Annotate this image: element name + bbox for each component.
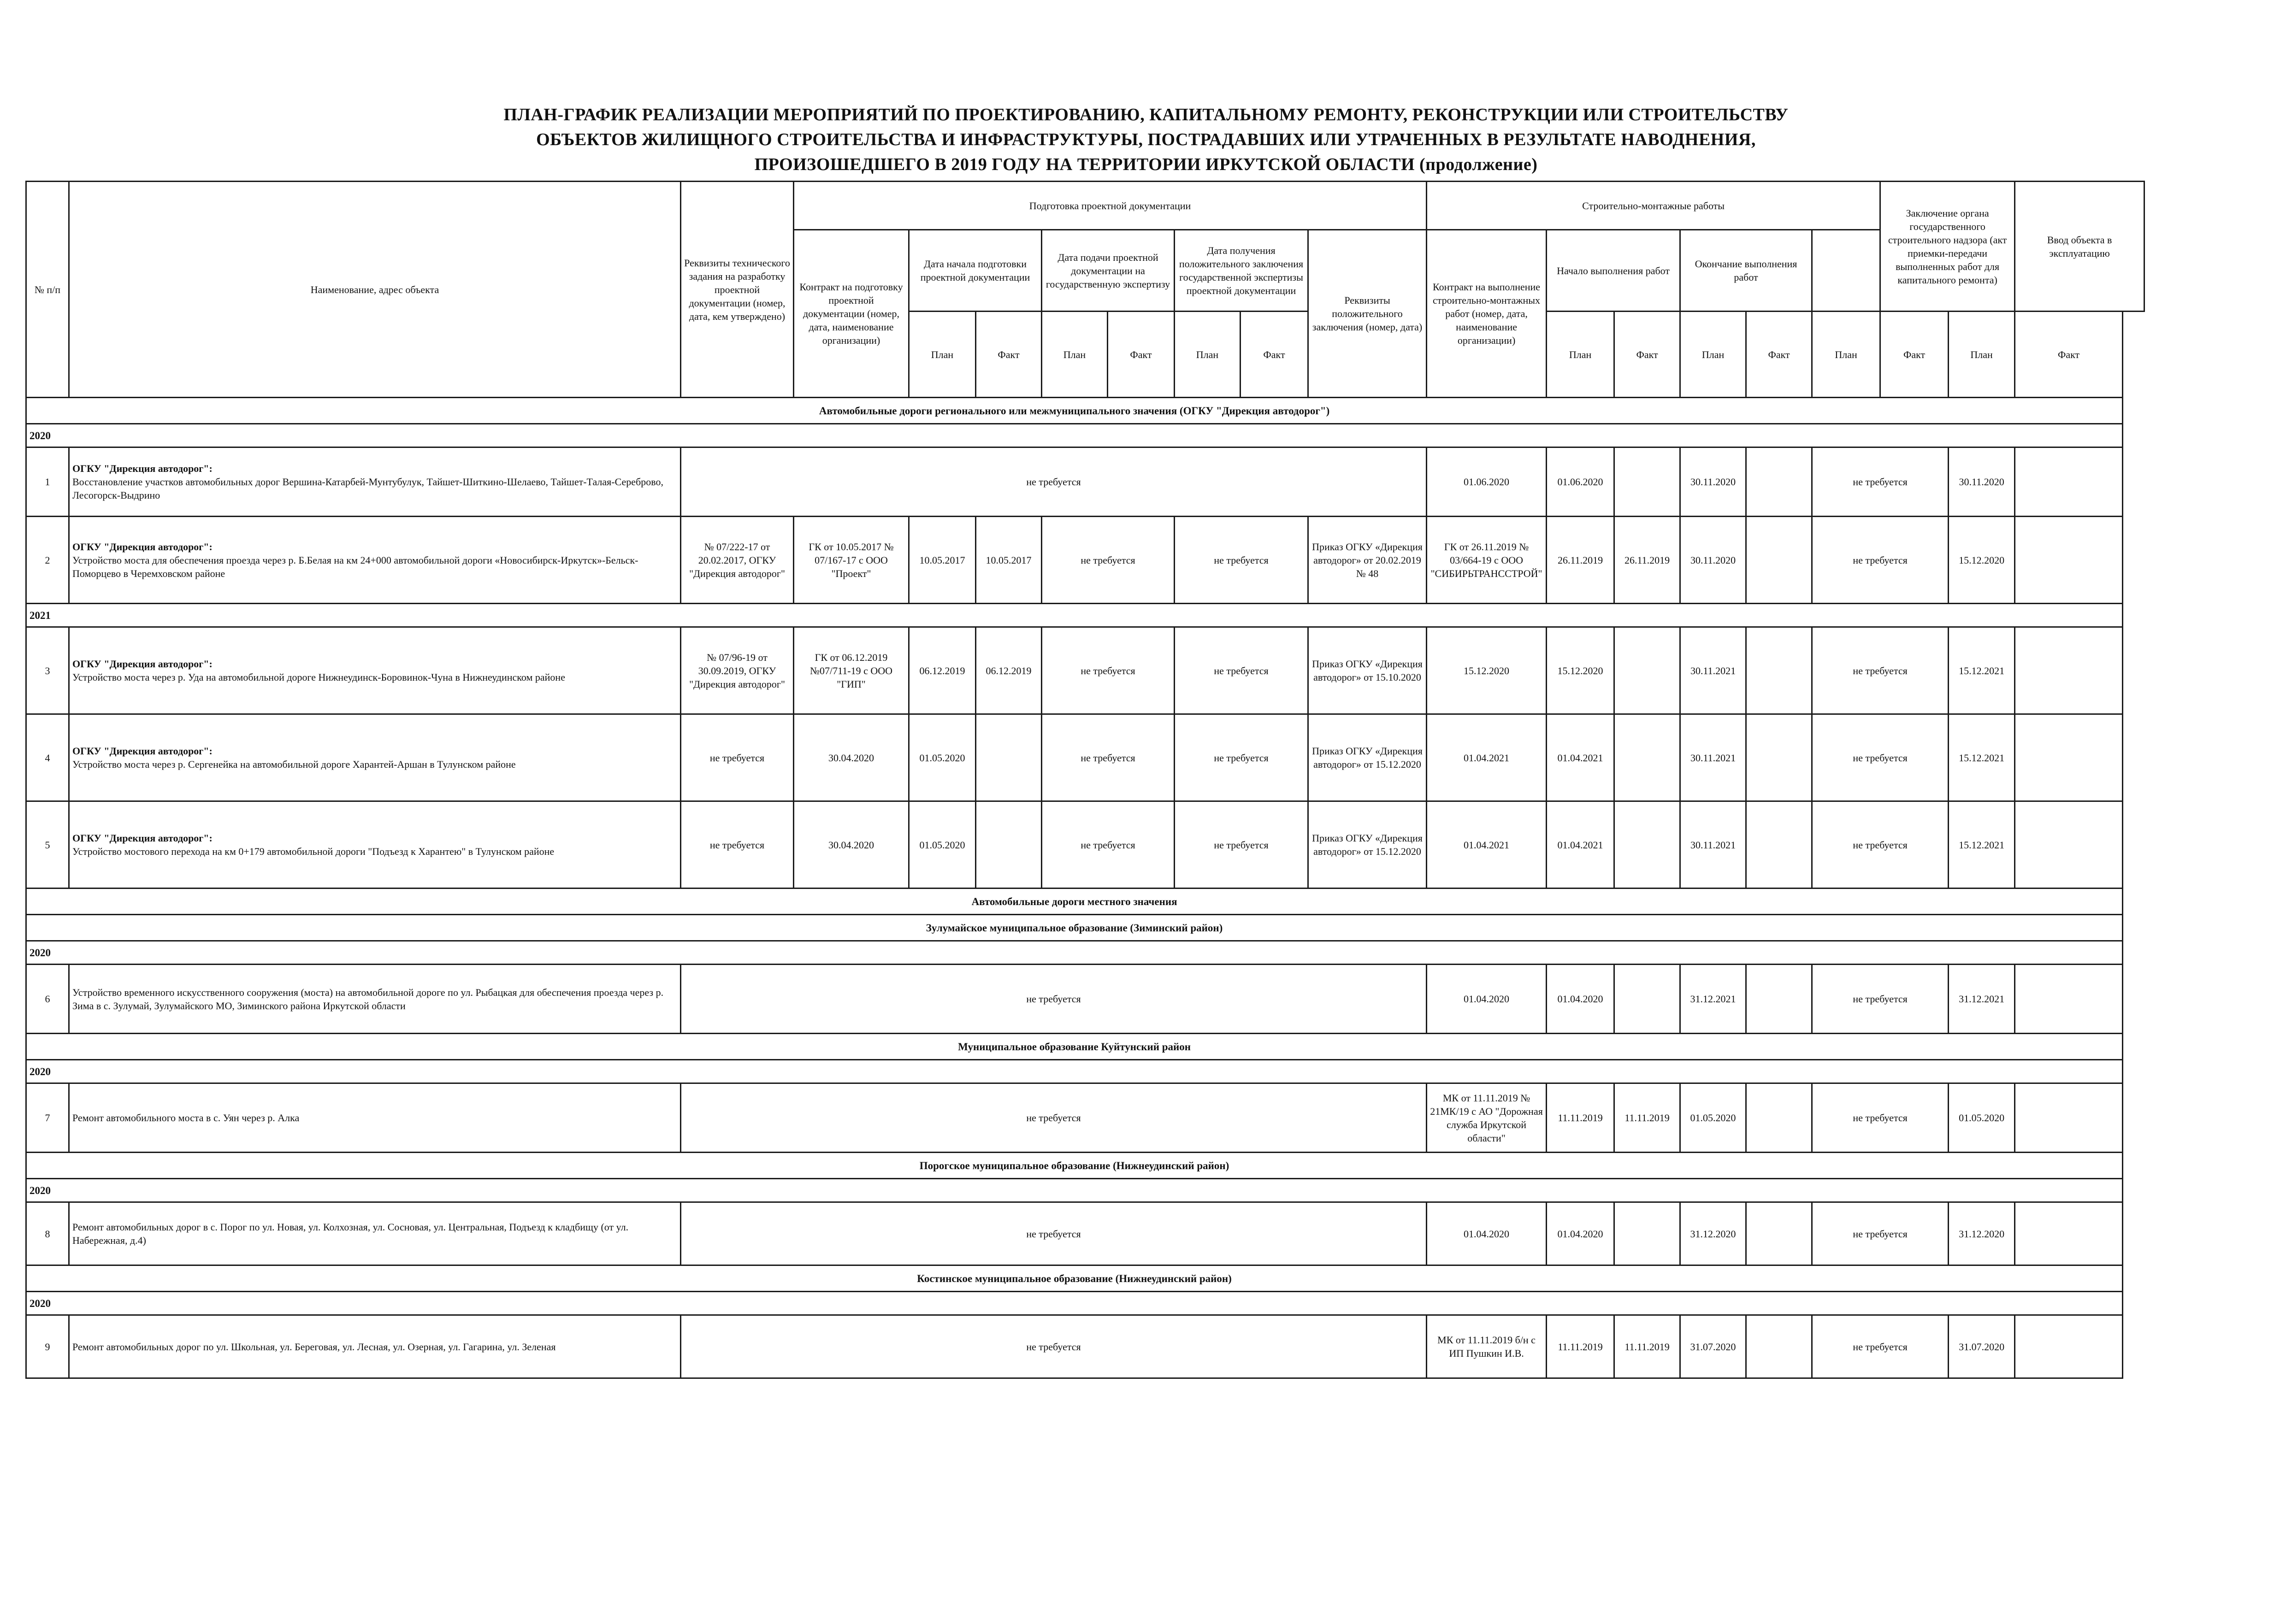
title-line-1: ПЛАН-ГРАФИК РЕАЛИЗАЦИИ МЕРОПРИЯТИЙ ПО ПРОЕКТИРОВАНИЮ, КАПИТАЛЬНОМУ РЕМОНТУ, РЕКОНСТРУКЦИИ ИЛИ СТРОИТЕЛЬСТВУ (503, 105, 1789, 124)
row-design-start-fact (976, 714, 1042, 801)
row-start-fact (1614, 1202, 1680, 1265)
row-expertise: не требуется (1175, 714, 1308, 801)
row-commission-fact (2015, 517, 2123, 604)
header-plan: План (1812, 312, 1880, 398)
row-commission-fact (2015, 1202, 2123, 1265)
row-end-plan: 30.11.2020 (1680, 517, 1746, 604)
row-name: Устройство мостового перехода на км 0+179 автомобильной дороги "Подъезд к Харантею" в Тулунском районе (72, 846, 555, 857)
header-design-submit: Дата подачи проектной документации на государственную экспертизу (1042, 230, 1175, 312)
row-end-plan: 31.12.2021 (1680, 965, 1746, 1034)
table-row (26, 801, 2144, 888)
row-commission-plan: 15.12.2021 (1949, 627, 2015, 714)
header-build-start: Начало выполнения работ (1547, 230, 1680, 312)
row-expertise: не требуется (1175, 801, 1308, 888)
row-design-start-plan: 10.05.2017 (909, 517, 976, 604)
row-object (69, 714, 681, 801)
section-zulumay: Зулумайское муниципальное образование (Зиминский район) (26, 915, 2123, 941)
year-label: 2020 (26, 1292, 2123, 1315)
section-local: Автомобильные дороги местного значения (26, 888, 2123, 915)
header-name: Наименование, адрес объекта (69, 182, 681, 398)
row-object (69, 801, 681, 888)
row-start-plan: 01.04.2020 (1547, 1202, 1614, 1265)
header-expertise-req: Реквизиты положительного заключения (номер, дата) (1308, 230, 1427, 398)
row-start-plan: 26.11.2019 (1547, 517, 1614, 604)
header-fact: Факт (976, 312, 1042, 398)
table-row (26, 1083, 2144, 1153)
row-num: 8 (26, 1202, 69, 1265)
year-label: 2020 (26, 941, 2123, 965)
header-num: № п/п (26, 182, 69, 398)
header-build-group: Строительно-монтажные работы (1427, 182, 1880, 230)
row-name: Устройство моста через р. Сергенейка на автомобильной дороге Харантей-Аршан в Тулунском районе (72, 759, 516, 770)
row-supervision: не требуется (1812, 1315, 1949, 1378)
year-label: 2020 (26, 1060, 2123, 1083)
row-design-contract: ГК от 10.05.2017 № 07/167-17 с ООО "Проект" (794, 517, 909, 604)
row-commission-fact (2015, 627, 2123, 714)
row-build-contract: 15.12.2020 (1427, 627, 1547, 714)
row-start-fact: 11.11.2019 (1614, 1083, 1680, 1153)
row-start-fact (1614, 714, 1680, 801)
row-name: Ремонт автомобильных дорог в с. Порог по ул. Новая, ул. Колхозная, ул. Сосновая, ул. Центральная, Подъезд к кладбищу (от ул. Набережная, д.4) (69, 1202, 681, 1265)
row-num: 4 (26, 714, 69, 801)
row-expertise-req: Приказ ОГКУ «Дирекция автодорог» от 15.10.2020 (1308, 627, 1427, 714)
row-end-plan: 01.05.2020 (1680, 1083, 1746, 1153)
row-num: 1 (26, 447, 69, 517)
row-design-start-plan: 06.12.2019 (909, 627, 976, 714)
row-commission-fact (2015, 965, 2123, 1034)
row-build-contract: 01.04.2021 (1427, 714, 1547, 801)
row-expertise-req: Приказ ОГКУ «Дирекция автодорог» от 15.12.2020 (1308, 801, 1427, 888)
row-commission-fact (2015, 714, 2123, 801)
row-start-fact: 26.11.2019 (1614, 517, 1680, 604)
row-design-contract: ГК от 06.12.2019 №07/711-19 с ООО "ГИП" (794, 627, 909, 714)
row-tech-task: № 07/96-19 от 30.09.2019, ОГКУ "Дирекция автодорог" (681, 627, 794, 714)
header-plan: План (909, 312, 976, 398)
title-line-3: ПРОИЗОШЕДШЕГО В 2019 ГОДУ НА ТЕРРИТОРИИ ИРКУТСКОЙ ОБЛАСТИ (продолжение) (754, 155, 1538, 174)
row-supervision: не требуется (1812, 1083, 1949, 1153)
row-design-contract: 30.04.2020 (794, 714, 909, 801)
header-expertise-date: Дата получения положительного заключения государственной экспертизы проектной документации (1175, 230, 1308, 312)
row-object (69, 517, 681, 604)
row-design-not-required: не требуется (681, 1202, 1427, 1265)
row-num: 3 (26, 627, 69, 714)
row-start-fact (1614, 447, 1680, 517)
row-end-fact (1746, 1083, 1812, 1153)
row-design-submit: не требуется (1042, 517, 1175, 604)
row-object (69, 627, 681, 714)
row-supervision: не требуется (1812, 1202, 1949, 1265)
row-build-contract: 01.04.2021 (1427, 801, 1547, 888)
row-build-contract: 01.04.2020 (1427, 1202, 1547, 1265)
row-end-plan: 30.11.2021 (1680, 714, 1746, 801)
table-row (26, 965, 2144, 1034)
row-end-fact (1746, 801, 1812, 888)
row-expertise: не требуется (1175, 517, 1308, 604)
row-design-not-required: не требуется (681, 1083, 1427, 1153)
table-row (26, 1202, 2144, 1265)
table-row (26, 627, 2144, 714)
row-commission-plan: 15.12.2021 (1949, 801, 2015, 888)
row-commission-plan: 31.07.2020 (1949, 1315, 2015, 1378)
row-supervision: не требуется (1812, 447, 1949, 517)
row-num: 7 (26, 1083, 69, 1153)
row-end-fact (1746, 1315, 1812, 1378)
header-design-contract: Контракт на подготовку проектной документации (номер, дата, наименование организации) (794, 230, 909, 398)
section-regional: Автомобильные дороги регионального или межмуниципального значения (ОГКУ "Дирекция автодорог") (26, 398, 2123, 424)
row-tech-task: № 07/222-17 от 20.02.2017, ОГКУ "Дирекция автодорог" (681, 517, 794, 604)
row-object (69, 447, 681, 517)
header-fact: Факт (1614, 312, 1680, 398)
row-supervision: не требуется (1812, 714, 1949, 801)
row-tech-task: не требуется (681, 801, 794, 888)
year-label: 2020 (26, 1179, 2123, 1202)
title-line-2: ОБЪЕКТОВ ЖИЛИЩНОГО СТРОИТЕЛЬСТВА И ИНФРАСТРУКТУРЫ, ПОСТРАДАВШИХ ИЛИ УТРАЧЕННЫХ В РЕЗУЛЬТАТЕ НАВОДНЕНИЯ, (536, 130, 1756, 149)
row-expertise-req: Приказ ОГКУ «Дирекция автодорог» от 15.12.2020 (1308, 714, 1427, 801)
header-fact: Факт (1880, 312, 1949, 398)
row-commission-plan: 15.12.2021 (1949, 714, 2015, 801)
row-end-fact (1746, 714, 1812, 801)
row-tech-task: не требуется (681, 714, 794, 801)
header-plan: План (1547, 312, 1614, 398)
row-end-plan: 30.11.2020 (1680, 447, 1746, 517)
row-build-contract: ГК от 26.11.2019 № 03/664-19 с ООО "СИБИРЬТРАНССТРОЙ" (1427, 517, 1547, 604)
section-kostino: Костинское муниципальное образование (Нижнеудинский район) (26, 1265, 2123, 1292)
row-commission-plan: 31.12.2021 (1949, 965, 2015, 1034)
document-title (0, 102, 2292, 177)
row-org: ОГКУ "Дирекция автодорог": (72, 832, 213, 844)
section-kuytun: Муниципальное образование Куйтунский район (26, 1034, 2123, 1060)
row-start-fact (1614, 627, 1680, 714)
header-fact: Факт (2015, 312, 2123, 398)
row-design-submit: не требуется (1042, 714, 1175, 801)
row-design-start-plan: 01.05.2020 (909, 801, 976, 888)
row-build-contract: 01.06.2020 (1427, 447, 1547, 517)
row-num: 6 (26, 965, 69, 1034)
header-plan: План (1949, 312, 2015, 398)
row-name: Устройство временного искусственного сооружения (моста) на автомобильной дороге по ул. Рыбацкая для обеспечения проезда через р. Зима в с. Зулумай, Зулумайского МО, Зиминского района Иркутской области (69, 965, 681, 1034)
row-build-contract: 01.04.2020 (1427, 965, 1547, 1034)
row-end-plan: 30.11.2021 (1680, 801, 1746, 888)
row-design-not-required: не требуется (681, 1315, 1427, 1378)
row-supervision: не требуется (1812, 965, 1949, 1034)
row-end-fact (1746, 965, 1812, 1034)
row-start-plan: 01.04.2020 (1547, 965, 1614, 1034)
row-supervision: не требуется (1812, 801, 1949, 888)
row-org: ОГКУ "Дирекция автодорог": (72, 463, 213, 474)
row-design-not-required: не требуется (681, 447, 1427, 517)
row-start-plan: 01.04.2021 (1547, 801, 1614, 888)
row-commission-fact (2015, 801, 2123, 888)
row-design-submit: не требуется (1042, 627, 1175, 714)
header-fact: Факт (1108, 312, 1175, 398)
row-start-fact: 11.11.2019 (1614, 1315, 1680, 1378)
row-design-start-fact: 06.12.2019 (976, 627, 1042, 714)
row-start-fact (1614, 965, 1680, 1034)
year-label: 2020 (26, 424, 2123, 447)
header-design-start: Дата начала подготовки проектной документации (909, 230, 1042, 312)
row-expertise: не требуется (1175, 627, 1308, 714)
row-start-plan: 15.12.2020 (1547, 627, 1614, 714)
row-end-plan: 31.12.2020 (1680, 1202, 1746, 1265)
row-name: Ремонт автомобильного моста в с. Уян через р. Алка (69, 1083, 681, 1153)
header-plan: План (1680, 312, 1746, 398)
row-design-contract: 30.04.2020 (794, 801, 909, 888)
row-end-fact (1746, 627, 1812, 714)
row-commission-fact (2015, 447, 2123, 517)
header-commission: Ввод объекта в эксплуатацию (2015, 182, 2144, 312)
table-row (26, 447, 2144, 517)
row-start-fact (1614, 801, 1680, 888)
row-start-plan: 01.06.2020 (1547, 447, 1614, 517)
row-end-fact (1746, 447, 1812, 517)
row-num: 5 (26, 801, 69, 888)
row-start-plan: 11.11.2019 (1547, 1315, 1614, 1378)
row-commission-plan: 01.05.2020 (1949, 1083, 2015, 1153)
row-name: Устройство моста через р. Уда на автомобильной дороге Нижнеудинск-Боровинок-Чуна в Нижнеудинском районе (72, 671, 565, 683)
row-org: ОГКУ "Дирекция автодорог": (72, 745, 213, 757)
section-porog: Порогское муниципальное образование (Нижнеудинский район) (26, 1153, 2123, 1179)
header-fact: Факт (1241, 312, 1308, 398)
row-name: Устройство моста для обеспечения проезда через р. Б.Белая на км 24+000 автомобильной дороги «Новосибирск-Иркутск»-Бельск-Поморцево в Черемховском районе (72, 554, 638, 579)
row-name: Восстановление участков автомобильных дорог Вершина-Катарбей-Мунтубулук, Тайшет-Шиткино-Шелаево, Тайшет-Талая-Сереброво, Лесогорск-Выдрино (72, 476, 663, 501)
row-start-plan: 01.04.2021 (1547, 714, 1614, 801)
row-num: 9 (26, 1315, 69, 1378)
row-commission-plan: 31.12.2020 (1949, 1202, 2015, 1265)
row-start-plan: 11.11.2019 (1547, 1083, 1614, 1153)
header-build-contract: Контракт на выполнение строительно-монтажных работ (номер, дата, наименование организации) (1427, 230, 1547, 398)
row-build-contract: МК от 11.11.2019 б/н с ИП Пушкин И.В. (1427, 1315, 1547, 1378)
header-design-group: Подготовка проектной документации (794, 182, 1427, 230)
header-plan: План (1042, 312, 1108, 398)
header-fact: Факт (1746, 312, 1812, 398)
row-end-plan: 30.11.2021 (1680, 627, 1746, 714)
row-commission-plan: 15.12.2020 (1949, 517, 2015, 604)
row-commission-fact (2015, 1315, 2123, 1378)
row-num: 2 (26, 517, 69, 604)
row-expertise-req: Приказ ОГКУ «Дирекция автодорог» от 20.02.2019 № 48 (1308, 517, 1427, 604)
row-design-submit: не требуется (1042, 801, 1175, 888)
row-design-start-plan: 01.05.2020 (909, 714, 976, 801)
header-plan: План (1175, 312, 1241, 398)
row-design-start-fact (976, 801, 1042, 888)
row-end-fact (1746, 1202, 1812, 1265)
table-row (26, 714, 2144, 801)
row-design-start-fact: 10.05.2017 (976, 517, 1042, 604)
table-row (26, 1315, 2144, 1378)
table-row (26, 517, 2144, 604)
row-build-contract: МК от 11.11.2019 № 21МК/19 с АО "Дорожная служба Иркутской области" (1427, 1083, 1547, 1153)
header-tech-task: Реквизиты технического задания на разработку проектной документации (номер, дата, кем утверждено) (681, 182, 794, 398)
row-supervision: не требуется (1812, 517, 1949, 604)
row-commission-fact (2015, 1083, 2123, 1153)
schedule-table (25, 181, 2145, 1379)
header-build-end: Окончание выполнения работ (1680, 230, 1812, 312)
row-end-fact (1746, 517, 1812, 604)
row-supervision: не требуется (1812, 627, 1949, 714)
year-label: 2021 (26, 604, 2123, 627)
row-org: ОГКУ "Дирекция автодорог": (72, 541, 213, 553)
row-org: ОГКУ "Дирекция автодорог": (72, 658, 213, 670)
row-design-not-required: не требуется (681, 965, 1427, 1034)
header-supervision: Заключение органа государственного строительного надзора (акт приемки-передачи выполненных работ для капитального ремонта) (1880, 182, 2015, 312)
row-end-plan: 31.07.2020 (1680, 1315, 1746, 1378)
row-name: Ремонт автомобильных дорог по ул. Школьная, ул. Береговая, ул. Лесная, ул. Озерная, ул. Гагарина, ул. Зеленая (69, 1315, 681, 1378)
row-commission-plan: 30.11.2020 (1949, 447, 2015, 517)
